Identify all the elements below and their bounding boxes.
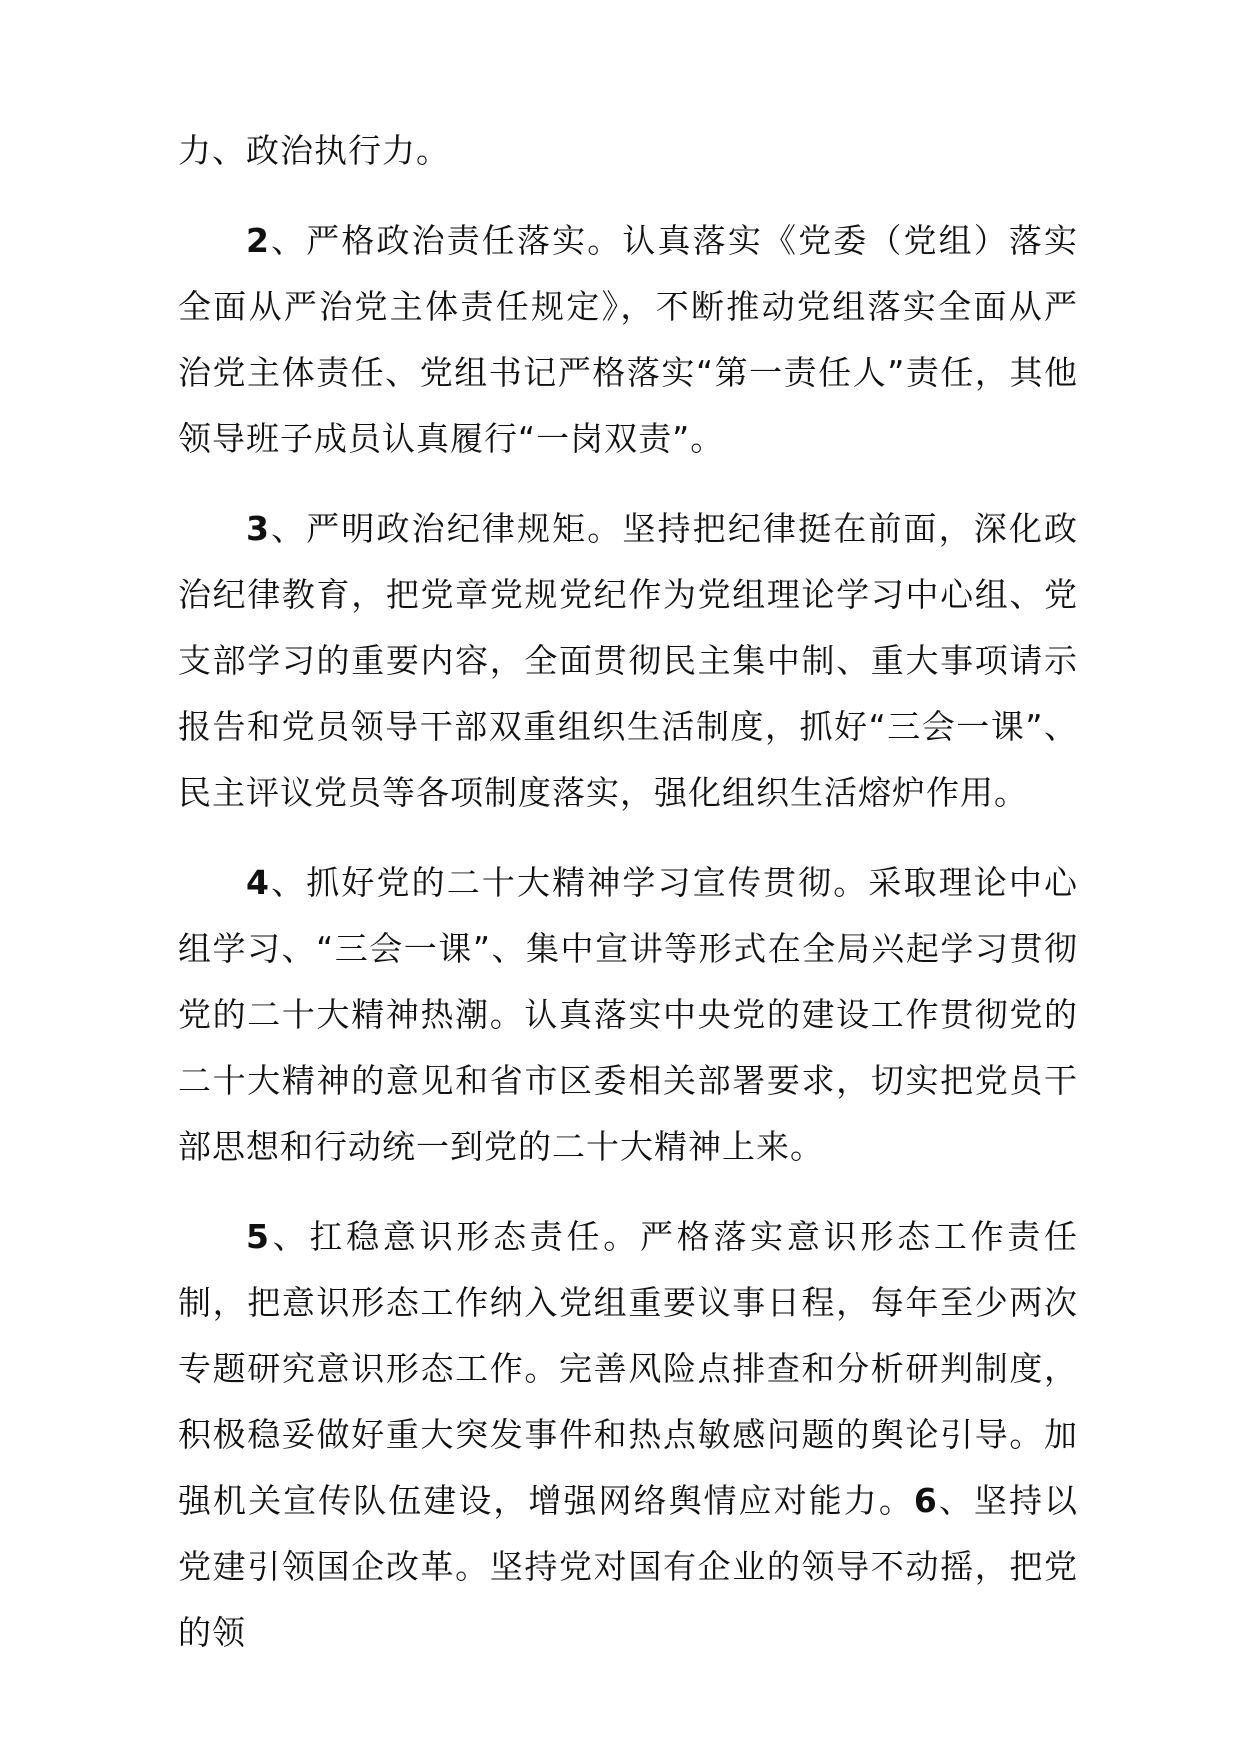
paragraph-3 <box>178 496 1078 826</box>
document-page <box>178 118 1078 1690</box>
item-number: 3 <box>246 509 270 548</box>
paragraph-text: 、严格政治责任落实。认真落实《党委（党组）落实全面从严治党主体责任规定》，不断推动党组落实全面从严治党主体责任、党组书记严格落实“第一责任人”责任，其他领导班子成员认真履行“一岗双责”。 <box>178 221 1078 458</box>
paragraph-4 <box>178 850 1078 1180</box>
paragraph-text: 、抓好党的二十大精神学习宣传贯彻。采取理论中心组学习、“三会一课”、集中宣讲等形式在全局兴起学习贯彻党的二十大精神热潮。认真落实中央党的建设工作贯彻党的二十大精神的意见和省市区委相关部署要求，切实把党员干部思想和行动统一到党的二十大精神上来。 <box>178 863 1078 1166</box>
paragraph-text: 、扛稳意识形态责任。严格落实意识形态工作责任制，把意识形态工作纳入党组重要议事日程，每年至少两次专题研究意识形态工作。完善风险点排查和分析研判制度，积极稳妥做好重大突发事件和热点敏感问题的舆论引导。加强机关宣传队伍建设，增强网络舆情应对能力。 <box>178 1217 1078 1520</box>
item-number: 2 <box>246 221 270 260</box>
item-number: 4 <box>246 863 270 902</box>
item-number: 5 <box>246 1217 270 1256</box>
paragraph-text: 力、政治执行力。 <box>178 131 450 170</box>
paragraph-text: 、坚持以党建引领国企改革。坚持党对国有企业的领导不动摇，把党的领 <box>178 1481 1079 1652</box>
paragraph-1 <box>178 118 1078 184</box>
paragraph-text: 、严明政治纪律规矩。坚持把纪律挺在前面，深化政治纪律教育，把党章党规党纪作为党组理论学习中心组、党支部学习的重要内容，全面贯彻民主集中制、重大事项请示报告和党员领导干部双重组织生活制度，抓好“三会一课”、民主评议党员等各项制度落实，强化组织生活熔炉作用。 <box>178 509 1078 812</box>
paragraph-2 <box>178 208 1078 472</box>
paragraph-5 <box>178 1204 1078 1666</box>
item-number: 6 <box>913 1481 938 1520</box>
